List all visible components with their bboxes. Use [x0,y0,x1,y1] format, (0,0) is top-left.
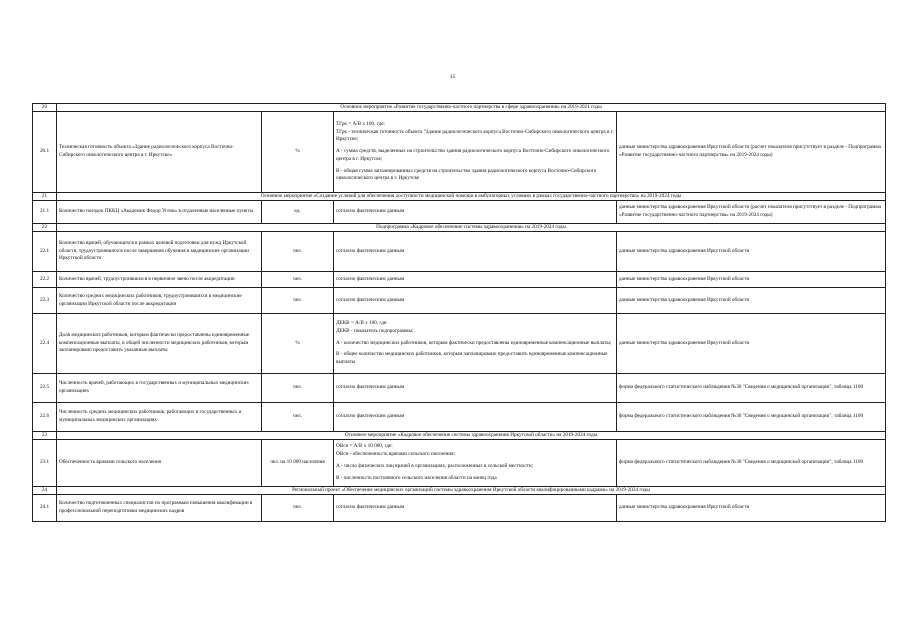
section-number: 22 [33,224,57,232]
calculation-method [334,201,617,224]
row-number: 22.6 [33,403,57,432]
calculation-method [334,272,617,288]
data-source: форма федерального статистического наблюдения №30 "Сведения о медицинской организации", таблица 1100 [617,374,886,403]
table-row [33,232,886,272]
unit-of-measure: чел. [262,374,334,403]
method-line: согласно фактическим данным [336,208,405,215]
data-source: данные министерства здравоохранения Иркутской области (расчет показателя присутствует в разделе - Подпрограмма «Развитие государственно-частного партнерства» на 2019-2024 годы) [617,201,886,224]
data-source: данные министерства здравоохранения Иркутской области [617,232,886,272]
method-line: А - сумма средств, выделенных на строительство здания радиологического корпуса Восточно-Сибирского онкологического центра в г. Иркутске; [336,148,610,162]
calculation-method [334,232,617,272]
row-number: 24.1 [33,495,57,522]
calculation-method [334,495,617,522]
section-number: 20 [33,104,57,112]
table-row [33,288,886,314]
unit-of-measure: чел. [262,272,334,288]
section-row [33,432,886,440]
data-source: данные министерства здравоохранения Иркутской области [617,314,886,374]
unit-of-measure: ед. [262,201,334,224]
method-line: ОВсн - обеспеченность врачами сельского населения; [336,451,455,458]
indicator-name: Обеспеченность врачами сельского населения [57,440,262,487]
section-number: 24 [33,487,57,495]
page-number: 15 [449,74,456,80]
row-number: 22.4 [33,314,57,374]
calculation-method [334,374,617,403]
method-line: согласно фактическим данным [336,504,405,511]
section-title: Региональный проект «Обеспечение медицинских организаций системы здравоохранения Иркутской области квалифицированными кадрами» на 2019-2024 годы [57,487,886,495]
table-row [33,440,886,487]
section-row [33,104,886,112]
method-line: ДЕКВ - показатель подпрограммы; [336,327,414,334]
table-row [33,314,886,374]
unit-of-measure: чел. [262,403,334,432]
indicators-table [32,103,886,522]
method-line: согласно фактическим данным [336,296,405,303]
method-line: В - общее количество медицинских работников, которым запланировано предоставить единовременные компенсационные выплаты [336,351,608,366]
method-line: согласно фактическим данным [336,384,405,391]
data-source: данные министерства здравоохранения Иркутской области [617,272,886,288]
indicator-name: Количество поездок ПККЦ «Академик Федор Углов» в отдаленные населенные пункты [57,201,262,224]
section-row [33,224,886,232]
method-line: В - численность постоянного сельского населения области на конец года [336,474,497,481]
table-row [33,495,886,522]
calculation-method [334,440,617,487]
data-source: данные министерства здравоохранения Иркутской области [617,288,886,314]
table-row [33,112,886,193]
method-line: ТГрк - техническая готовность объекта "Здание радиологического корпуса Восточно-Сибирского онкологического центра в г. Иркутске; [336,128,614,143]
method-line: ДЕКВ = А/В х 100, где: [336,320,388,326]
unit-of-measure: чел. на 10 000 населения [262,440,334,487]
data-source: данные министерства здравоохранения Иркутской области [617,495,886,522]
data-source: форма федерального статистического наблюдения №30 "Сведения о медицинской организации", таблица 1100 [617,440,886,487]
section-row [33,487,886,495]
section-number: 23 [33,432,57,440]
data-source: форма федерального статистического наблюдения №30 "Сведения о медицинской организации", таблица 1100 [617,403,886,432]
method-line: А - число физических лиц врачей в организациях, расположенных в сельской местности; [336,463,534,469]
method-line: В - общая сумма запланированных средств на строительство здания радиологического корпуса Восточно-Сибирского онкологического центра в г. Иркутске [336,167,597,182]
calculation-method [334,314,617,374]
calculation-method [334,403,617,432]
method-line: ОВсн = А/В х 10 000, где: [336,443,393,450]
calculation-method [334,112,617,193]
row-number: 23.1 [33,440,57,487]
table-row [33,374,886,403]
unit-of-measure: чел. [262,232,334,272]
row-number: 22.3 [33,288,57,314]
method-line: ТГрк = А/В х 100, где: [336,120,385,127]
method-line: согласно фактическим данным [336,275,405,282]
indicator-name: Количество врачей, трудоустроившихся в первичное звено после аккредитации [57,272,262,288]
data-source: данные министерства здравоохранения Иркутской области (расчет показателя присутствует в разделе - Подпрограмма «Развитие государственно-частного партнерства» на 2019-2024 годы) [617,112,886,193]
unit-of-measure: чел. [262,288,334,314]
row-number: 22.1 [33,232,57,272]
unit-of-measure: % [262,112,334,193]
method-line: согласно фактическим данным [336,247,405,254]
indicator-name: Численность средних медицинских работников, работающих в государственных и муниципальных медицинских организациях [57,403,262,432]
unit-of-measure: чел. [262,495,334,522]
row-number: 21.1 [33,201,57,224]
row-number: 22.2 [33,272,57,288]
table-row [33,403,886,432]
section-row [33,193,886,201]
section-title: Основное мероприятие «Развитие государственно-частного партнерства в сфере здравоохранения» на 2019-2021 годы [57,104,886,112]
method-line: согласно фактическим данным [336,413,405,420]
section-title: Подпрограмма «Кадровое обеспечение системы здравоохранения» на 2019-2024 годы [57,224,886,232]
row-number: 20.1 [33,112,57,193]
row-number: 22.5 [33,374,57,403]
indicator-name: Техническая готовность объекта «Здание радиологического корпуса Восточно-Сибирского онкологического центра в г. Иркутске» [57,112,262,193]
table-row [33,201,886,224]
indicator-name: Численность врачей, работающих в государственных и муниципальных медицинских организациях [57,374,262,403]
table-row [33,272,886,288]
indicator-name: Количество средних медицинских работников, трудоустроившихся в медицинские организации Иркутской области после аккредитации [57,288,262,314]
section-title: Основное мероприятие «Создание условий для обеспечения доступности медицинской помощи в амбулаторных условиях в рамках государственно-частного партнерства» на 2019-2024 годы [57,193,886,201]
section-number: 21 [33,193,57,201]
indicator-name: Доля медицинских работников, которым фактически предоставлены единовременные компенсационные выплаты, в общей численности медицинских работников, которым запланировано предоставить указанные выплаты [57,314,262,374]
unit-of-measure: % [262,314,334,374]
calculation-method [334,288,617,314]
indicator-name: Количество подготовленных специалистов по программам повышения квалификации в профессиональной переподготовки медицинских кадров [57,495,262,522]
indicator-name: Количество врачей, обучающихся в рамках целевой подготовки для нужд Иркутской области, трудоустроившихся после завершения обучения в медицинские организации Иркутской области [57,232,262,272]
section-title: Основное мероприятие «Кадровое обеспечение системы здравоохранения Иркутской области» на 2019-2024 годы [57,432,886,440]
method-line: А - количество медицинских работников, которым фактически предоставлены единовременные компенсационные выплаты; [336,339,612,346]
